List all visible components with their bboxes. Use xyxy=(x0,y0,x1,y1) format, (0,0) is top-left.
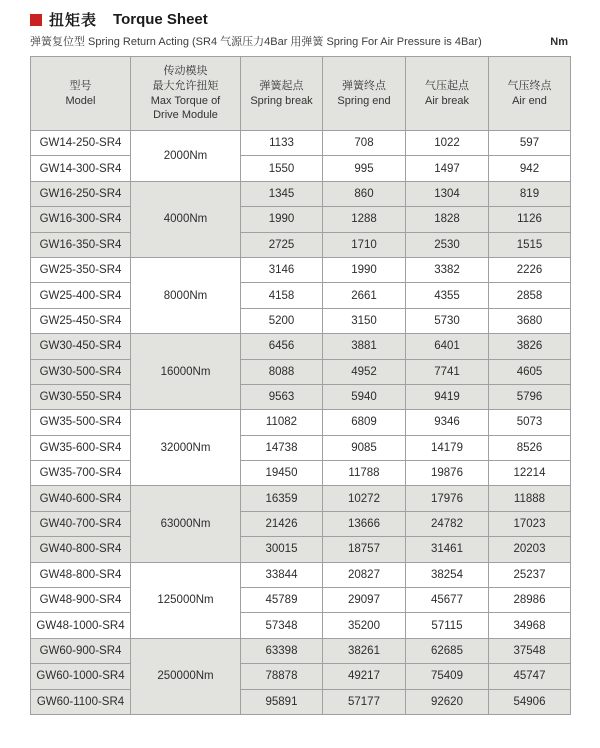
value-cell-spring-end: 11788 xyxy=(323,461,406,486)
model-cell: GW16-350-SR4 xyxy=(31,232,131,257)
value-cell-air-end: 17023 xyxy=(489,511,571,536)
value-cell-spring-break: 8088 xyxy=(241,359,323,384)
value-cell-air-end: 5073 xyxy=(489,410,571,435)
column-header-line: Drive Module xyxy=(153,109,218,122)
value-cell-air-break: 92620 xyxy=(406,689,489,714)
value-cell-spring-end: 708 xyxy=(323,131,406,156)
column-header-line: 传动模块 xyxy=(163,65,208,78)
value-cell-air-end: 4605 xyxy=(489,359,571,384)
value-cell-spring-break: 19450 xyxy=(241,461,323,486)
value-cell-spring-break: 5200 xyxy=(241,308,323,333)
value-cell-air-end: 28986 xyxy=(489,588,571,613)
value-cell-spring-break: 45789 xyxy=(241,588,323,613)
max-torque-cell: 2000Nm xyxy=(131,131,241,182)
max-torque-cell: 63000Nm xyxy=(131,486,241,562)
value-cell-spring-break: 4158 xyxy=(241,283,323,308)
value-cell-air-end: 8526 xyxy=(489,435,571,460)
value-cell-air-end: 597 xyxy=(489,131,571,156)
torque-table xyxy=(30,56,571,715)
model-cell: GW25-350-SR4 xyxy=(31,257,131,282)
value-cell-air-end: 3826 xyxy=(489,334,571,359)
value-cell-air-break: 1828 xyxy=(406,207,489,232)
table-row xyxy=(31,461,571,486)
table-row xyxy=(31,384,571,409)
value-cell-air-break: 62685 xyxy=(406,638,489,663)
table-row xyxy=(31,283,571,308)
value-cell-spring-break: 1345 xyxy=(241,181,323,206)
model-cell: GW35-600-SR4 xyxy=(31,435,131,460)
table-row xyxy=(31,257,571,282)
model-cell: GW16-250-SR4 xyxy=(31,181,131,206)
value-cell-air-break: 4355 xyxy=(406,283,489,308)
value-cell-spring-end: 57177 xyxy=(323,689,406,714)
value-cell-spring-end: 860 xyxy=(323,181,406,206)
value-cell-air-break: 1497 xyxy=(406,156,489,181)
table-row xyxy=(31,537,571,562)
table-row xyxy=(31,511,571,536)
max-torque-cell: 250000Nm xyxy=(131,638,241,714)
column-header-line: 型号 xyxy=(69,79,92,92)
value-cell-spring-end: 5940 xyxy=(323,384,406,409)
value-cell-spring-break: 57348 xyxy=(241,613,323,638)
column-header-model xyxy=(31,57,131,131)
value-cell-spring-end: 6809 xyxy=(323,410,406,435)
model-cell: GW16-300-SR4 xyxy=(31,207,131,232)
value-cell-air-break: 31461 xyxy=(406,537,489,562)
value-cell-spring-break: 63398 xyxy=(241,638,323,663)
column-header-air-break xyxy=(406,57,489,131)
value-cell-spring-end: 2661 xyxy=(323,283,406,308)
value-cell-air-end: 20203 xyxy=(489,537,571,562)
model-cell: GW60-1000-SR4 xyxy=(31,664,131,689)
model-cell: GW40-700-SR4 xyxy=(31,511,131,536)
model-cell: GW25-450-SR4 xyxy=(31,308,131,333)
value-cell-air-end: 942 xyxy=(489,156,571,181)
table-row xyxy=(31,207,571,232)
value-cell-spring-break: 78878 xyxy=(241,664,323,689)
unit-label: Nm xyxy=(550,36,568,48)
value-cell-air-break: 3382 xyxy=(406,257,489,282)
table-row xyxy=(31,131,571,156)
subtitle-row xyxy=(30,33,570,48)
value-cell-air-end: 45747 xyxy=(489,664,571,689)
value-cell-spring-end: 1288 xyxy=(323,207,406,232)
value-cell-spring-end: 18757 xyxy=(323,537,406,562)
value-cell-spring-break: 3146 xyxy=(241,257,323,282)
column-header-spring-end xyxy=(323,57,406,131)
value-cell-spring-end: 29097 xyxy=(323,588,406,613)
max-torque-cell: 125000Nm xyxy=(131,562,241,638)
value-cell-spring-break: 33844 xyxy=(241,562,323,587)
table-row xyxy=(31,232,571,257)
value-cell-spring-end: 3881 xyxy=(323,334,406,359)
max-torque-cell: 16000Nm xyxy=(131,334,241,410)
value-cell-air-break: 14179 xyxy=(406,435,489,460)
value-cell-air-end: 3680 xyxy=(489,308,571,333)
value-cell-air-end: 11888 xyxy=(489,486,571,511)
value-cell-air-break: 75409 xyxy=(406,664,489,689)
value-cell-air-break: 1304 xyxy=(406,181,489,206)
value-cell-air-break: 1022 xyxy=(406,131,489,156)
value-cell-spring-break: 14738 xyxy=(241,435,323,460)
header-row xyxy=(31,57,571,131)
value-cell-spring-break: 21426 xyxy=(241,511,323,536)
column-header-line: Air break xyxy=(424,94,470,107)
table-row xyxy=(31,486,571,511)
value-cell-spring-break: 9563 xyxy=(241,384,323,409)
value-cell-air-break: 45677 xyxy=(406,588,489,613)
value-cell-spring-end: 13666 xyxy=(323,511,406,536)
table-row xyxy=(31,181,571,206)
value-cell-spring-end: 35200 xyxy=(323,613,406,638)
value-cell-air-end: 5796 xyxy=(489,384,571,409)
table-row xyxy=(31,156,571,181)
model-cell: GW30-500-SR4 xyxy=(31,359,131,384)
value-cell-air-break: 6401 xyxy=(406,334,489,359)
model-cell: GW40-600-SR4 xyxy=(31,486,131,511)
value-cell-spring-break: 6456 xyxy=(241,334,323,359)
column-header-line: Max Torque of xyxy=(150,94,221,107)
value-cell-spring-end: 1990 xyxy=(323,257,406,282)
model-cell: GW35-500-SR4 xyxy=(31,410,131,435)
value-cell-air-break: 9346 xyxy=(406,410,489,435)
value-cell-spring-break: 16359 xyxy=(241,486,323,511)
value-cell-air-end: 2226 xyxy=(489,257,571,282)
column-header-line: Spring end xyxy=(337,94,391,107)
value-cell-air-end: 819 xyxy=(489,181,571,206)
table-row xyxy=(31,562,571,587)
column-header-line: 最大允许扭矩 xyxy=(152,79,219,92)
max-torque-cell: 8000Nm xyxy=(131,257,241,333)
model-cell: GW48-800-SR4 xyxy=(31,562,131,587)
value-cell-spring-end: 995 xyxy=(323,156,406,181)
model-cell: GW40-800-SR4 xyxy=(31,537,131,562)
max-torque-cell: 4000Nm xyxy=(131,181,241,257)
value-cell-spring-break: 1550 xyxy=(241,156,323,181)
value-cell-spring-end: 38261 xyxy=(323,638,406,663)
column-header-line: Spring break xyxy=(250,94,313,107)
model-cell: GW14-300-SR4 xyxy=(31,156,131,181)
column-header-line: 气压起点 xyxy=(425,79,469,92)
title-english: Torque Sheet xyxy=(113,11,208,28)
column-header-line: 气压终点 xyxy=(507,79,552,92)
value-cell-spring-end: 20827 xyxy=(323,562,406,587)
value-cell-spring-end: 49217 xyxy=(323,664,406,689)
value-cell-air-end: 37548 xyxy=(489,638,571,663)
value-cell-spring-end: 4952 xyxy=(323,359,406,384)
value-cell-spring-break: 30015 xyxy=(241,537,323,562)
table-row xyxy=(31,689,571,714)
value-cell-spring-end: 9085 xyxy=(323,435,406,460)
model-cell: GW48-900-SR4 xyxy=(31,588,131,613)
value-cell-air-break: 57115 xyxy=(406,613,489,638)
column-header-spring-break xyxy=(241,57,323,131)
model-cell: GW35-700-SR4 xyxy=(31,461,131,486)
value-cell-spring-end: 3150 xyxy=(323,308,406,333)
value-cell-spring-end: 1710 xyxy=(323,232,406,257)
column-header-air-end xyxy=(489,57,571,131)
column-header-line: 弹簧起点 xyxy=(259,79,304,92)
table-row xyxy=(31,410,571,435)
value-cell-air-end: 2858 xyxy=(489,283,571,308)
value-cell-air-break: 9419 xyxy=(406,384,489,409)
column-header-max-torque xyxy=(131,57,241,131)
table-row xyxy=(31,435,571,460)
value-cell-air-end: 1515 xyxy=(489,232,571,257)
table-row xyxy=(31,334,571,359)
value-cell-spring-break: 1133 xyxy=(241,131,323,156)
value-cell-air-end: 34968 xyxy=(489,613,571,638)
value-cell-air-end: 12214 xyxy=(489,461,571,486)
table-row xyxy=(31,359,571,384)
value-cell-air-end: 54906 xyxy=(489,689,571,714)
column-header-line: Model xyxy=(65,94,96,107)
table-row xyxy=(31,638,571,663)
model-cell: GW60-900-SR4 xyxy=(31,638,131,663)
value-cell-spring-break: 95891 xyxy=(241,689,323,714)
table-row xyxy=(31,308,571,333)
value-cell-spring-break: 1990 xyxy=(241,207,323,232)
table-row xyxy=(31,588,571,613)
value-cell-air-break: 24782 xyxy=(406,511,489,536)
value-cell-air-break: 5730 xyxy=(406,308,489,333)
table-row xyxy=(31,664,571,689)
max-torque-cell: 32000Nm xyxy=(131,410,241,486)
value-cell-spring-end: 10272 xyxy=(323,486,406,511)
value-cell-air-break: 7741 xyxy=(406,359,489,384)
value-cell-air-break: 19876 xyxy=(406,461,489,486)
value-cell-air-break: 38254 xyxy=(406,562,489,587)
value-cell-spring-break: 11082 xyxy=(241,410,323,435)
model-cell: GW25-400-SR4 xyxy=(31,283,131,308)
model-cell: GW14-250-SR4 xyxy=(31,131,131,156)
model-cell: GW30-550-SR4 xyxy=(31,384,131,409)
model-cell: GW60-1100-SR4 xyxy=(31,689,131,714)
subtitle: 弹簧复位型 Spring Return Acting (SR4 气源压力4Bar 用弹簧 Spring For Air Pressure is 4Bar) xyxy=(30,36,482,48)
table-row xyxy=(31,613,571,638)
value-cell-air-break: 17976 xyxy=(406,486,489,511)
value-cell-spring-break: 2725 xyxy=(241,232,323,257)
value-cell-air-end: 1126 xyxy=(489,207,571,232)
red-square-icon xyxy=(30,14,42,26)
model-cell: GW30-450-SR4 xyxy=(31,334,131,359)
page-title xyxy=(30,9,570,30)
title-chinese: 扭矩表 xyxy=(49,12,98,29)
column-header-line: Air end xyxy=(512,94,547,107)
value-cell-air-end: 25237 xyxy=(489,562,571,587)
model-cell: GW48-1000-SR4 xyxy=(31,613,131,638)
column-header-line: 弹簧终点 xyxy=(342,79,386,92)
value-cell-air-break: 2530 xyxy=(406,232,489,257)
